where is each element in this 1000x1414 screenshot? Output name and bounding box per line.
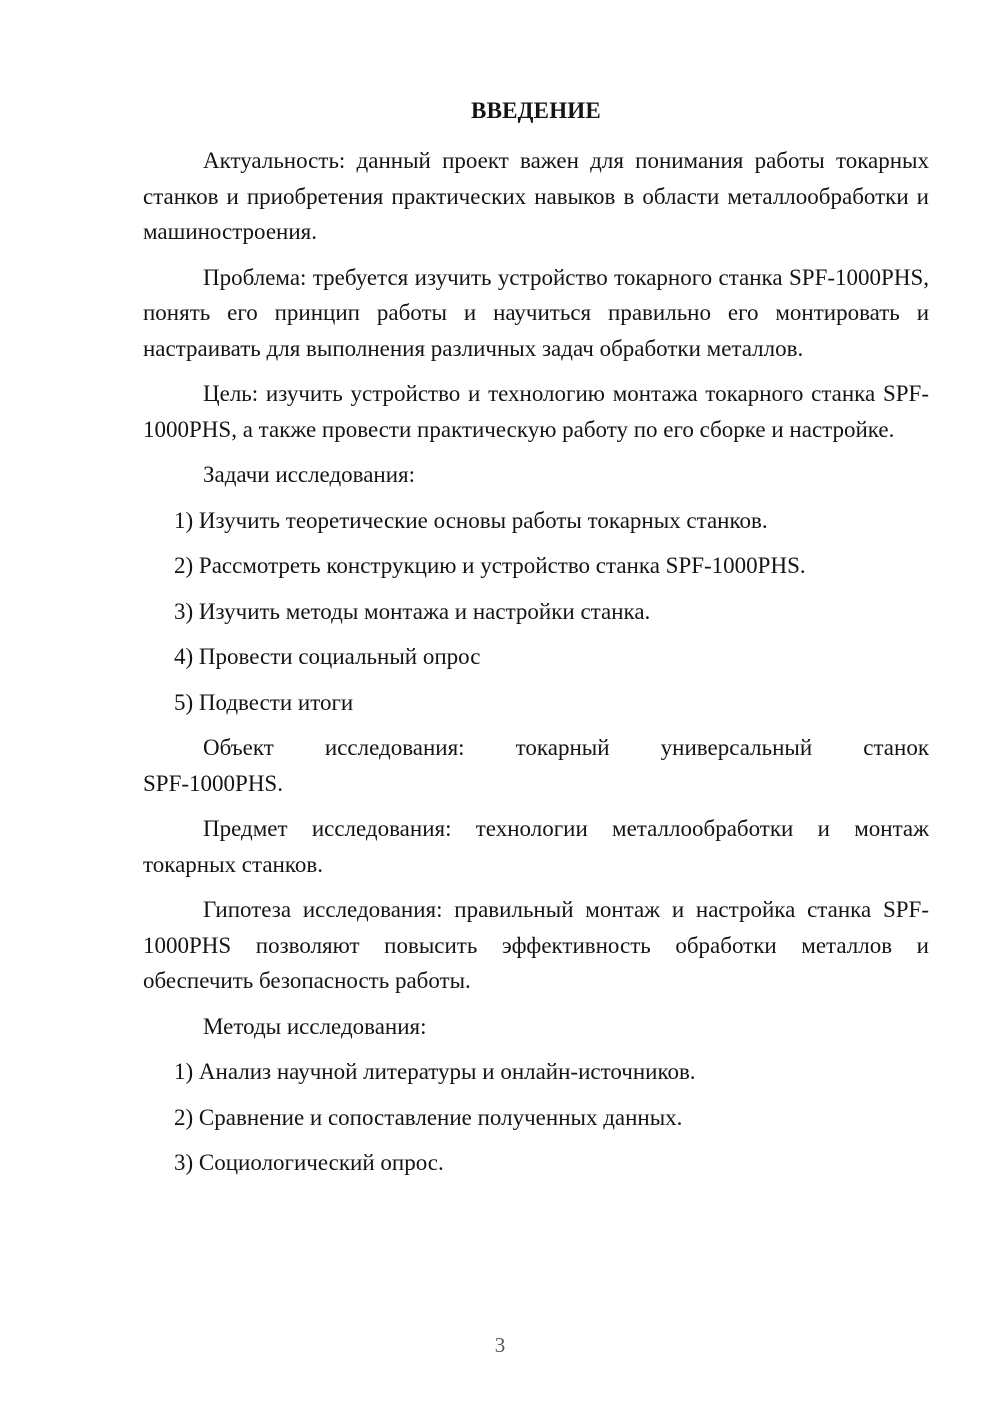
problem-paragraph: Проблема: требуется изучить устройство токарного станка SPF-1000PHS, понять его принцип работы и научиться правильно его монтировать и настраивать для выполнения различных задач обработки металлов. bbox=[143, 264, 929, 361]
subject-paragraph: Предмет исследования: технологии металлообработки и монтаж токарных станков. bbox=[143, 816, 929, 877]
relevance-paragraph: Актуальность: данный проект важен для понимания работы токарных станков и приобретения практических навыков в области металлообработки и машиностроения. bbox=[143, 148, 929, 244]
methods-heading: Методы исследования: bbox=[203, 1013, 427, 1039]
tasks-heading: Задачи исследования: bbox=[203, 462, 416, 487]
goal-paragraph: Цель: изучить устройство и технологию монтажа токарного станка SPF-1000PHS, а также провести практическую работу по его сборке и настройке. bbox=[143, 381, 929, 442]
object-paragraph bbox=[143, 730, 929, 801]
page-title: ВВЕДЕНИЕ bbox=[471, 98, 601, 123]
object-line-2: SPF-1000PHS. bbox=[143, 770, 283, 796]
task-item-4: 4) Провести социальный опрос bbox=[174, 644, 481, 669]
method-item-3: 3) Социологический опрос. bbox=[174, 1150, 444, 1175]
object-line-1: Объект исследования: токарный универсальный станок bbox=[203, 735, 929, 760]
method-item-2: 2) Сравнение и сопоставление полученных данных. bbox=[174, 1104, 683, 1130]
task-item-2: 2) Рассмотреть конструкцию и устройство станка SPF-1000PHS. bbox=[174, 553, 806, 578]
task-item-3: 3) Изучить методы монтажа и настройки станка. bbox=[174, 598, 651, 624]
task-item-1: 1) Изучить теоретические основы работы токарных станков. bbox=[174, 507, 768, 533]
method-item-1: 1) Анализ научной литературы и онлайн-источников. bbox=[174, 1059, 696, 1084]
document-page bbox=[143, 96, 929, 1191]
hypothesis-paragraph: Гипотеза исследования: правильный монтаж и настройка станка SPF-1000PHS позволяют повысить эффективность обработки металлов и обеспечить безопасность работы. bbox=[143, 897, 929, 993]
page-number: 3 bbox=[494, 1333, 506, 1357]
task-item-5: 5) Подвести итоги bbox=[174, 689, 354, 715]
